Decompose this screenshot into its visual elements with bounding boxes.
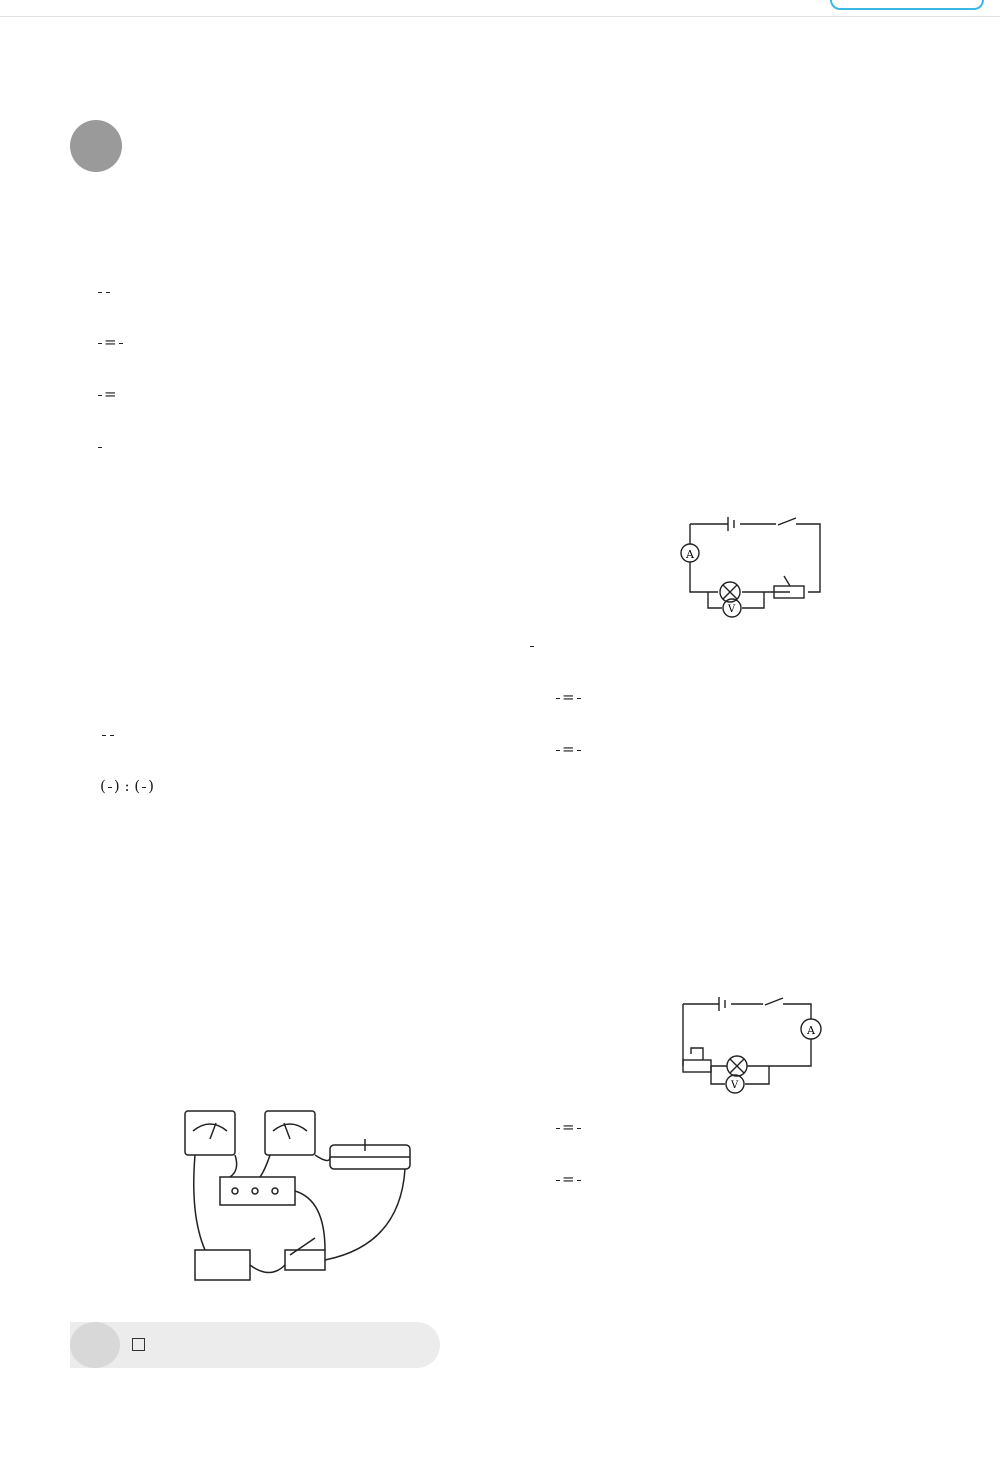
rheostat-symbol: [683, 1060, 711, 1072]
voltmeter-sketch: [265, 1111, 315, 1155]
formula-line: =: [74, 316, 510, 368]
circuit-diagram-19: [675, 994, 825, 1099]
fraction: [142, 787, 146, 788]
power-supply-sketch: [195, 1250, 250, 1280]
voltmeter-label: V: [728, 604, 736, 615]
formula-line: =: [528, 723, 948, 775]
fraction: [577, 750, 581, 751]
page-number: [70, 1322, 120, 1368]
fraction: [102, 735, 106, 736]
formula-line: [74, 708, 510, 760]
formula-line: ( ) : ( ): [100, 777, 155, 795]
fraction: [98, 395, 102, 396]
brand-logo: [70, 120, 122, 172]
fraction: [98, 292, 102, 293]
fraction: [110, 735, 114, 736]
current-vs-conductance-chart: [590, 176, 910, 448]
fraction: [530, 646, 534, 647]
question-9: [74, 266, 510, 472]
fraction: [98, 343, 102, 344]
fraction: [556, 698, 560, 699]
fraction: [556, 1128, 560, 1129]
formula-line: =: [528, 671, 948, 723]
fraction: [556, 750, 560, 751]
ammeter-dial: [193, 1124, 227, 1131]
questions-10-15: [74, 708, 510, 812]
circuit-diagram-16: [678, 512, 828, 622]
fraction: [577, 1180, 581, 1181]
top-divider: [0, 16, 1000, 17]
question-19-analysis: [528, 1101, 958, 1205]
fraction: [577, 698, 581, 699]
formula-line: [528, 619, 948, 671]
fraction: [119, 343, 123, 344]
page-footer: [70, 1322, 440, 1368]
ammeter-sketch: [185, 1111, 235, 1155]
fraction: [556, 1180, 560, 1181]
fraction: [108, 787, 112, 788]
voltmeter-label: V: [731, 1080, 739, 1091]
fraction: [577, 1128, 581, 1129]
ammeter-label: A: [807, 1024, 815, 1037]
ammeter-label: A: [686, 548, 694, 561]
fraction: [106, 292, 110, 293]
formula-line: =: [74, 368, 510, 420]
questions-16-19: [528, 619, 948, 775]
formula-line: [74, 420, 510, 472]
formula-line: [74, 266, 510, 316]
top-tab[interactable]: [830, 0, 984, 10]
switch-sketch: [285, 1250, 325, 1270]
formula-line: =: [528, 1101, 958, 1153]
apparatus-figure: [180, 1105, 440, 1310]
checkbox-icon: [132, 1338, 145, 1351]
formula-line: =: [528, 1153, 958, 1205]
fraction: [98, 447, 102, 448]
